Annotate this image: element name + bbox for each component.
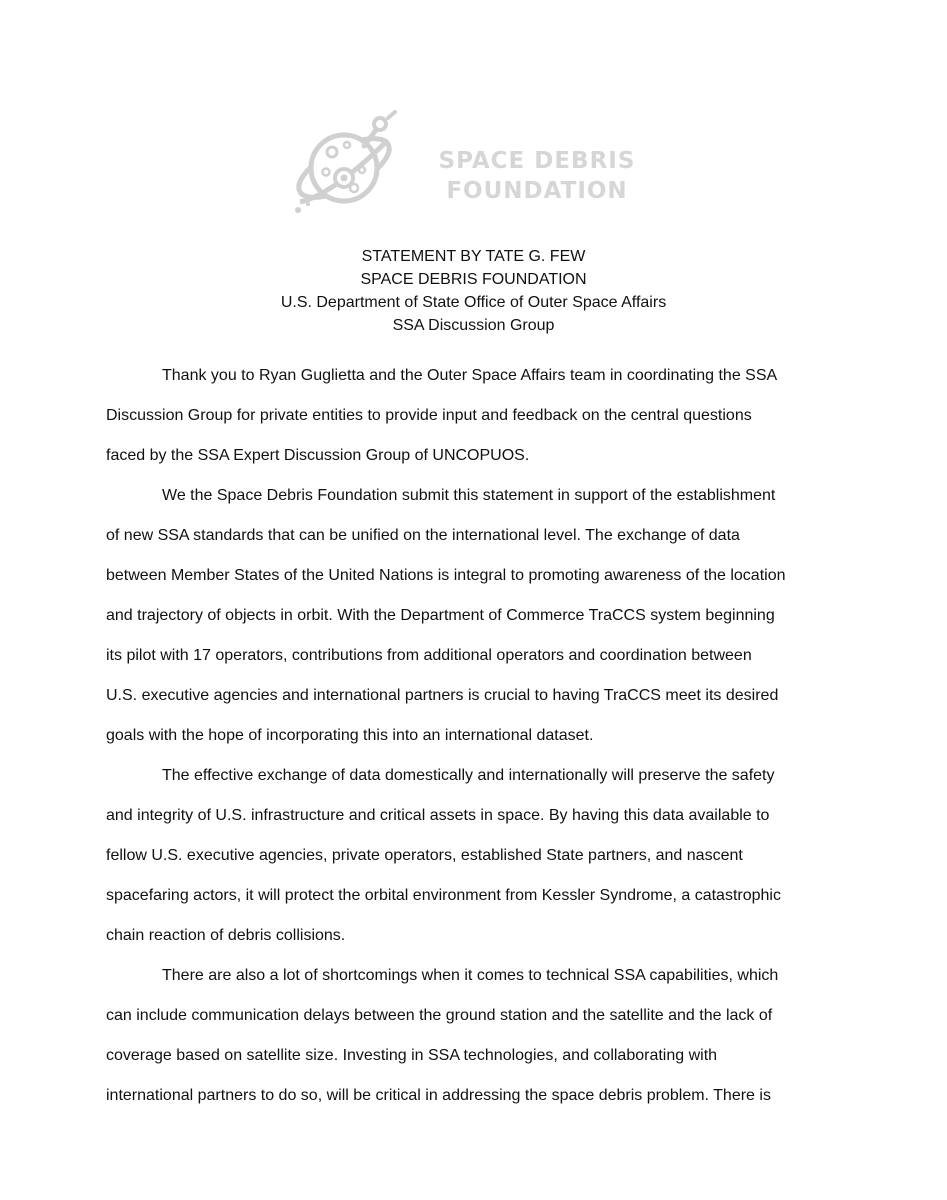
paragraph-line: faced by the SSA Expert Discussion Group of UNCOPUOS. [106,447,530,464]
paragraph-line: and trajectory of objects in orbit. With the Department of Commerce TraCCS system beginning [106,607,775,624]
paragraph [106,356,842,476]
statement-heading [0,245,947,337]
paragraph-line: Discussion Group for private entities to provide input and feedback on the central questions [106,407,752,424]
space-debris-foundation-logo [292,110,662,220]
paragraph-line: of new SSA standards that can be unified on the international level. The exchange of data [106,527,740,544]
logo-line-1: SPACE DEBRIS [438,148,636,174]
paragraph-line: its pilot with 17 operators, contributions from additional operators and coordination between [106,647,752,664]
paragraph-line: fellow U.S. executive agencies, private operators, established State partners, and nascent [106,847,743,864]
heading-title: STATEMENT BY TATE G. FEW [361,248,586,265]
heading-group: SSA Discussion Group [392,317,555,334]
paragraph [106,956,842,1116]
paragraph-line: U.S. executive agencies and international partners is crucial to having TraCCS meet its desired [106,687,779,704]
paragraph-line: spacefaring actors, it will protect the orbital environment from Kessler Syndrome, a catastrophic [106,887,781,904]
paragraph [106,476,842,756]
logo-line-2: FOUNDATION [446,178,628,204]
paragraph-line: and integrity of U.S. infrastructure and critical assets in space. By having this data available to [106,807,770,824]
paragraph-line: The effective exchange of data domestically and internationally will preserve the safety [162,767,775,784]
paragraph-line: international partners to do so, will be critical in addressing the space debris problem. There is [106,1087,771,1104]
planet-satellite-icon [292,110,417,220]
paragraph-line: between Member States of the United Nations is integral to promoting awareness of the location [106,567,786,584]
paragraph-line: We the Space Debris Foundation submit this statement in support of the establishment [162,487,776,504]
paragraph-line: can include communication delays between the ground station and the satellite and the lack of [106,1007,773,1024]
paragraph [106,756,842,956]
paragraph-line: Thank you to Ryan Guglietta and the Outer Space Affairs team in coordinating the SSA [162,367,778,384]
logo-wordmark [414,146,660,206]
paragraph-line: There are also a lot of shortcomings when it comes to technical SSA capabilities, which [162,967,779,984]
paragraph-line: coverage based on satellite size. Investing in SSA technologies, and collaborating with [106,1047,718,1064]
paragraph-line: goals with the hope of incorporating this into an international dataset. [106,727,594,744]
statement-body [106,356,842,1116]
heading-office: U.S. Department of State Office of Outer Space Affairs [280,294,667,311]
heading-organization: SPACE DEBRIS FOUNDATION [360,271,587,288]
paragraph-line: chain reaction of debris collisions. [106,927,346,944]
